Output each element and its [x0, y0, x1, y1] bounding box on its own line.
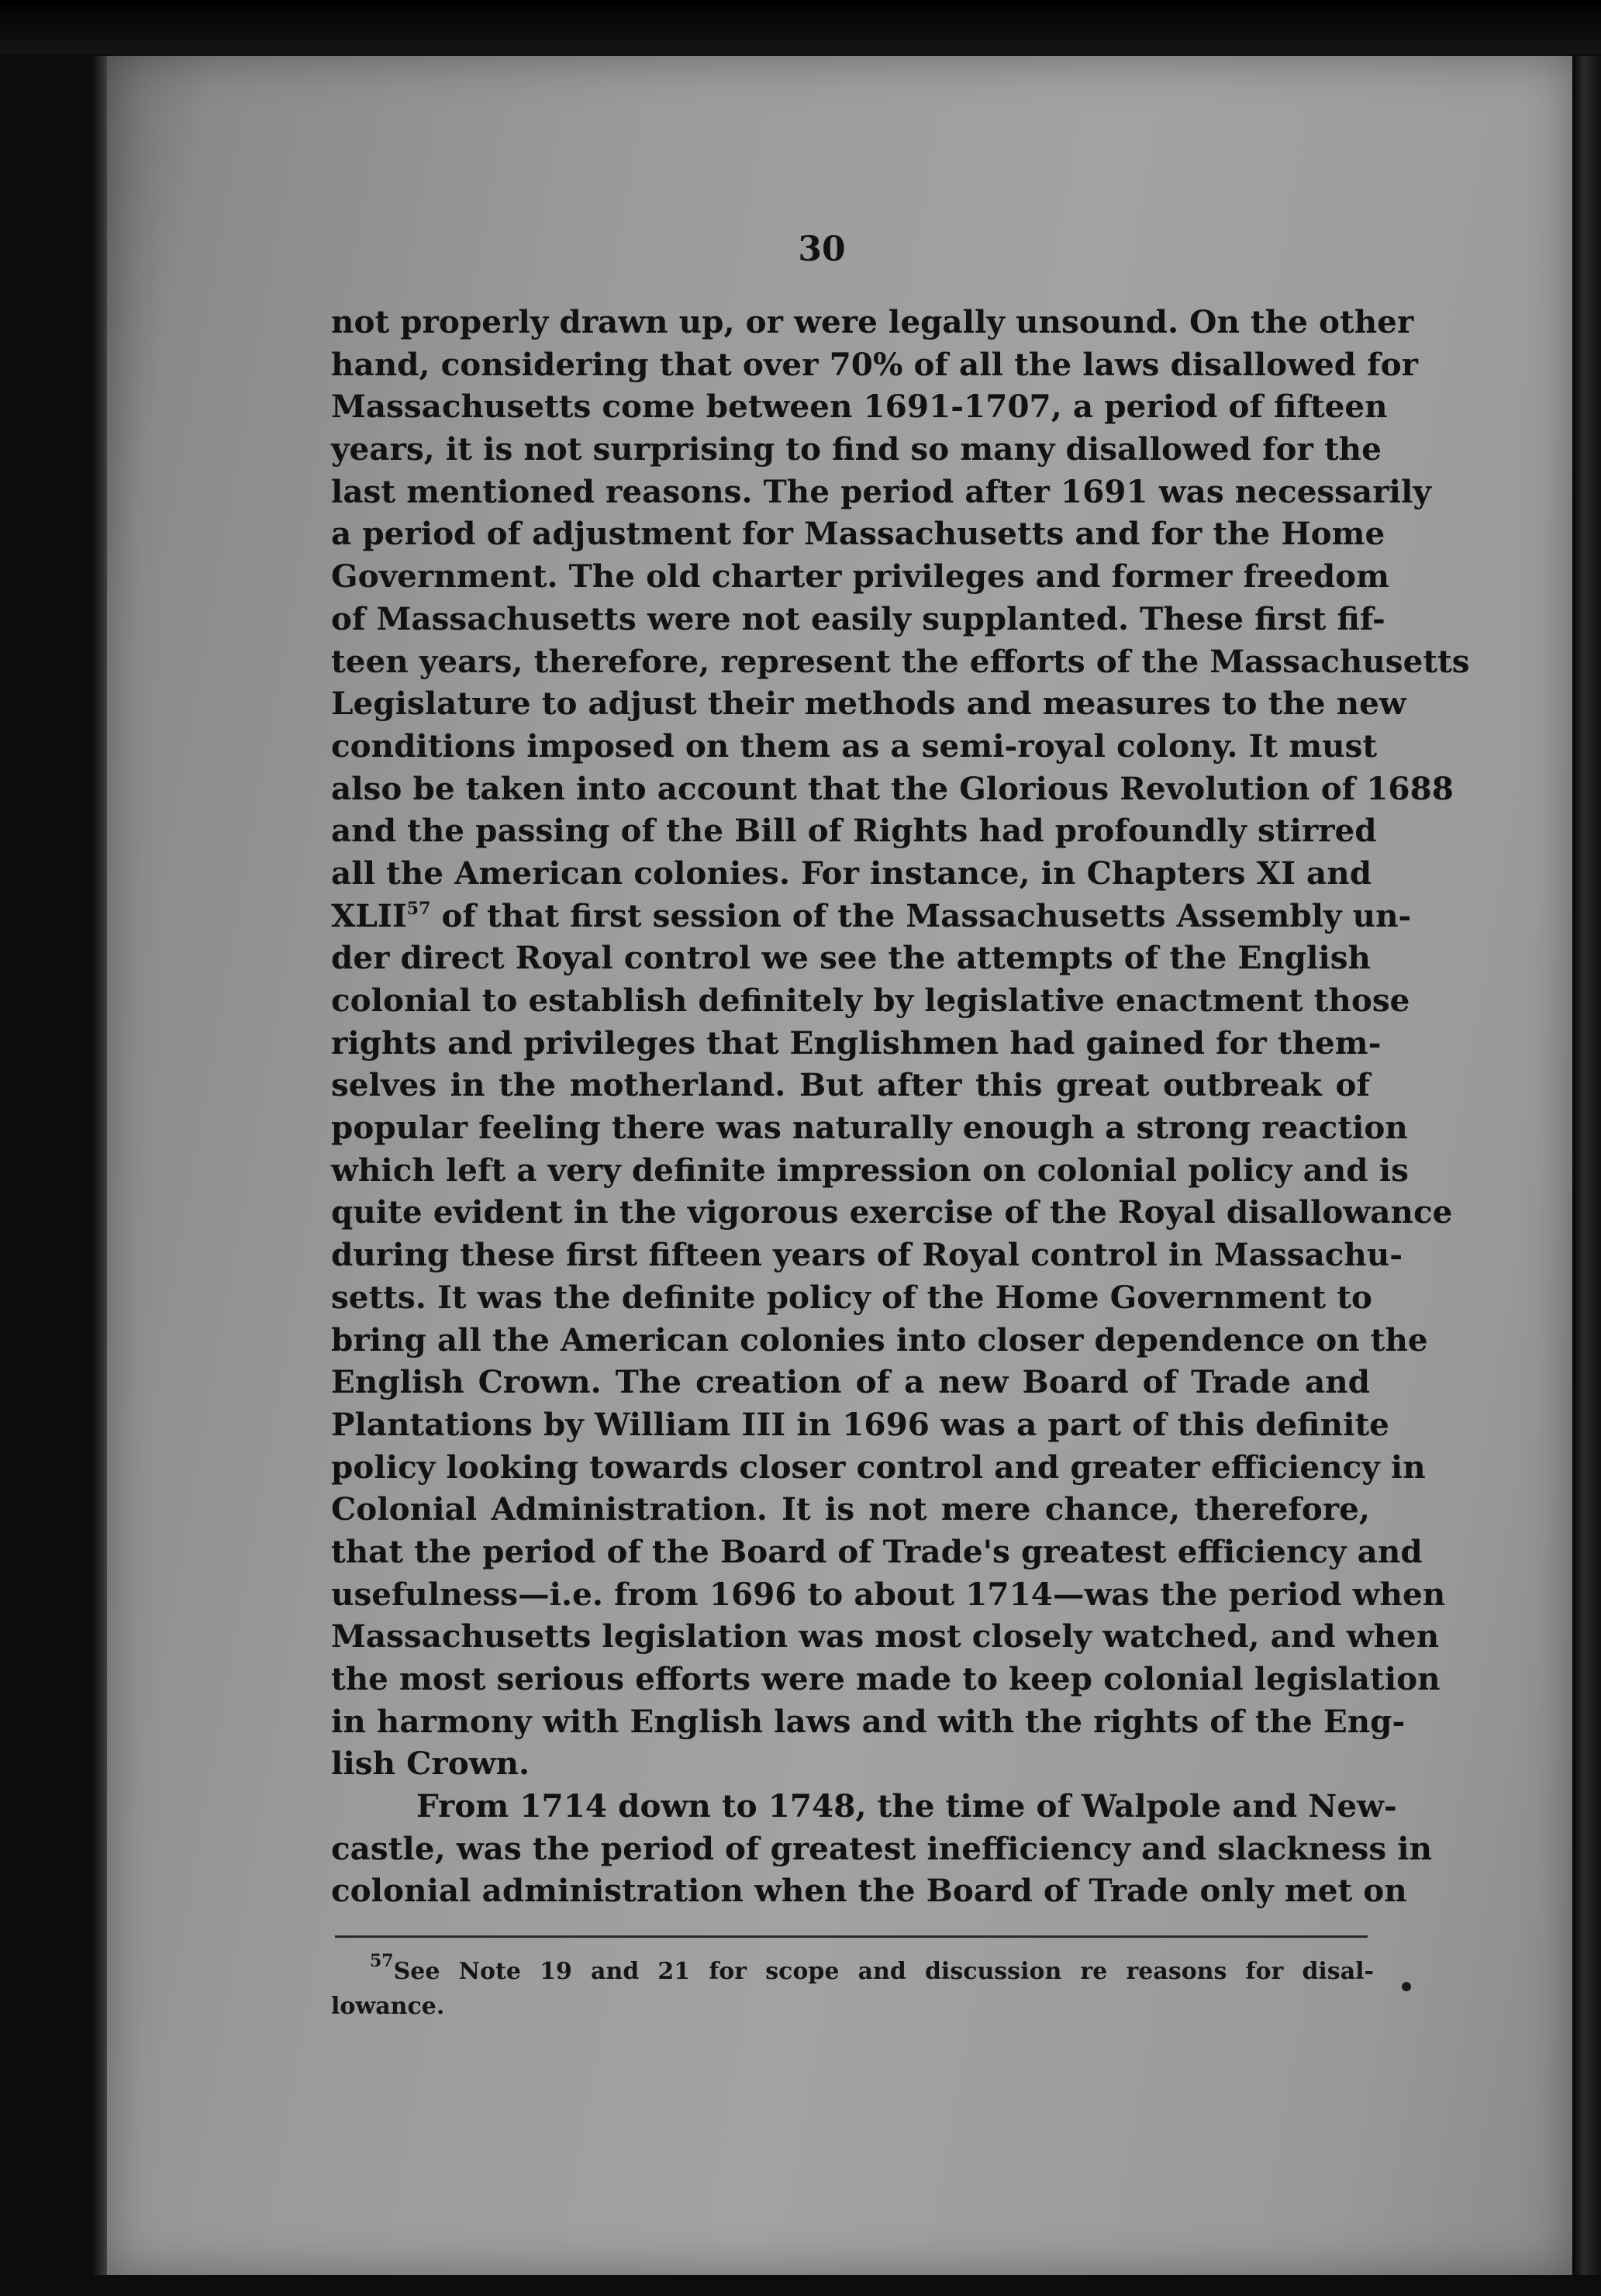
text-line: Massachusetts legislation was most closely watched, and when: [331, 1618, 1440, 1656]
text-line: years, it is not surprising to find so many disallowed for the: [331, 430, 1382, 468]
paragraph-start-line: From 1714 down to 1748, the time of Walpole and New-: [416, 1787, 1397, 1825]
paragraph-end-line: lish Crown.: [331, 1745, 530, 1783]
text-line: Government. The old charter privileges and former freedom: [331, 558, 1390, 596]
text-line: Colonial Administration. It is not mere chance, therefore,: [331, 1490, 1370, 1528]
text-line: Legislature to adjust their methods and measures to the new: [331, 685, 1406, 723]
scan-top-border: [0, 0, 1601, 54]
footnote-divider: [335, 1935, 1368, 1938]
text-line-with-note-ref: [331, 895, 1412, 937]
text-line: of Massachusetts were not easily supplanted. These first fif-: [331, 599, 1385, 637]
text-line: policy looking towards closer control and greater efficiency in: [331, 1448, 1426, 1486]
text-line: hand, considering that over 70% of all the laws disallowed for: [331, 345, 1418, 383]
text-line: colonial to establish definitely by legislative enactment those: [331, 982, 1410, 1019]
text-line: Plantations by William III in 1696 was a part of this definite: [331, 1405, 1389, 1443]
footnote-reference: 57: [406, 898, 431, 919]
footnote-line: [331, 1951, 1374, 1989]
text-line: teen years, therefore, represent the efforts of the Massachusetts: [331, 642, 1470, 680]
text-line: conditions imposed on them as a semi-royal colony. It must: [331, 727, 1378, 765]
body-text: [331, 301, 1470, 1912]
text-line: der direct Royal control we see the attempts of the English: [331, 939, 1371, 977]
footnote: [331, 1951, 1374, 2024]
text-line: a period of adjustment for Massachusetts and for the Home: [331, 515, 1385, 553]
text-line: setts. It was the definite policy of the Home Government to: [331, 1278, 1372, 1316]
footnote-line: lowance.: [331, 1993, 445, 2020]
ink-spot: [1402, 1982, 1411, 1991]
text-line: in harmony with English laws and with the rights of the Eng-: [331, 1702, 1406, 1740]
text-line: and the passing of the Bill of Rights had profoundly stirred: [331, 812, 1377, 850]
line-start: XLII: [331, 896, 407, 934]
text-line: bring all the American colonies into closer dependence on the: [331, 1321, 1428, 1359]
text-line: not properly drawn up, or were legally unsound. On the other: [331, 303, 1414, 340]
scan-right-edge: [1572, 56, 1601, 2275]
text-line: English Crown. The creation of a new Board of Trade and: [331, 1363, 1370, 1401]
text-line: colonial administration when the Board of Trade only met on: [331, 1872, 1407, 1910]
text-line: all the American colonies. For instance, in Chapters XI and: [331, 854, 1372, 892]
text-line: rights and privileges that Englishmen had gained for them-: [331, 1024, 1382, 1062]
line-rest: of that first session of the Massachusetts Assembly un-: [430, 896, 1412, 934]
text-line: castle, was the period of greatest inefficiency and slackness in: [331, 1829, 1433, 1867]
text-line: popular feeling there was naturally enough a strong reaction: [331, 1109, 1408, 1147]
page-number: 30: [798, 230, 846, 269]
text-line: the most serious efforts were made to keep colonial legislation: [331, 1660, 1441, 1697]
text-line: Massachusetts come between 1691-1707, a period of fifteen: [331, 388, 1388, 426]
text-line: during these first fifteen years of Royal control in Massachu-: [331, 1236, 1403, 1274]
text-line: which left a very definite impression on colonial policy and is: [331, 1151, 1409, 1189]
footnote-text: See Note 19 and 21 for scope and discussion re reasons for disal-: [393, 1958, 1374, 1985]
footnote-marker: 57: [370, 1951, 394, 1971]
text-line: usefulness—i.e. from 1696 to about 1714—was the period when: [331, 1575, 1446, 1613]
text-line: last mentioned reasons. The period after 1691 was necessarily: [331, 472, 1431, 510]
text-line: also be taken into account that the Glorious Revolution of 1688: [331, 769, 1454, 807]
text-line: quite evident in the vigorous exercise of the Royal disallowance: [331, 1193, 1453, 1231]
text-line: that the period of the Board of Trade's greatest efficiency and: [331, 1532, 1423, 1570]
text-line: selves in the motherland. But after this great outbreak of: [331, 1066, 1370, 1104]
